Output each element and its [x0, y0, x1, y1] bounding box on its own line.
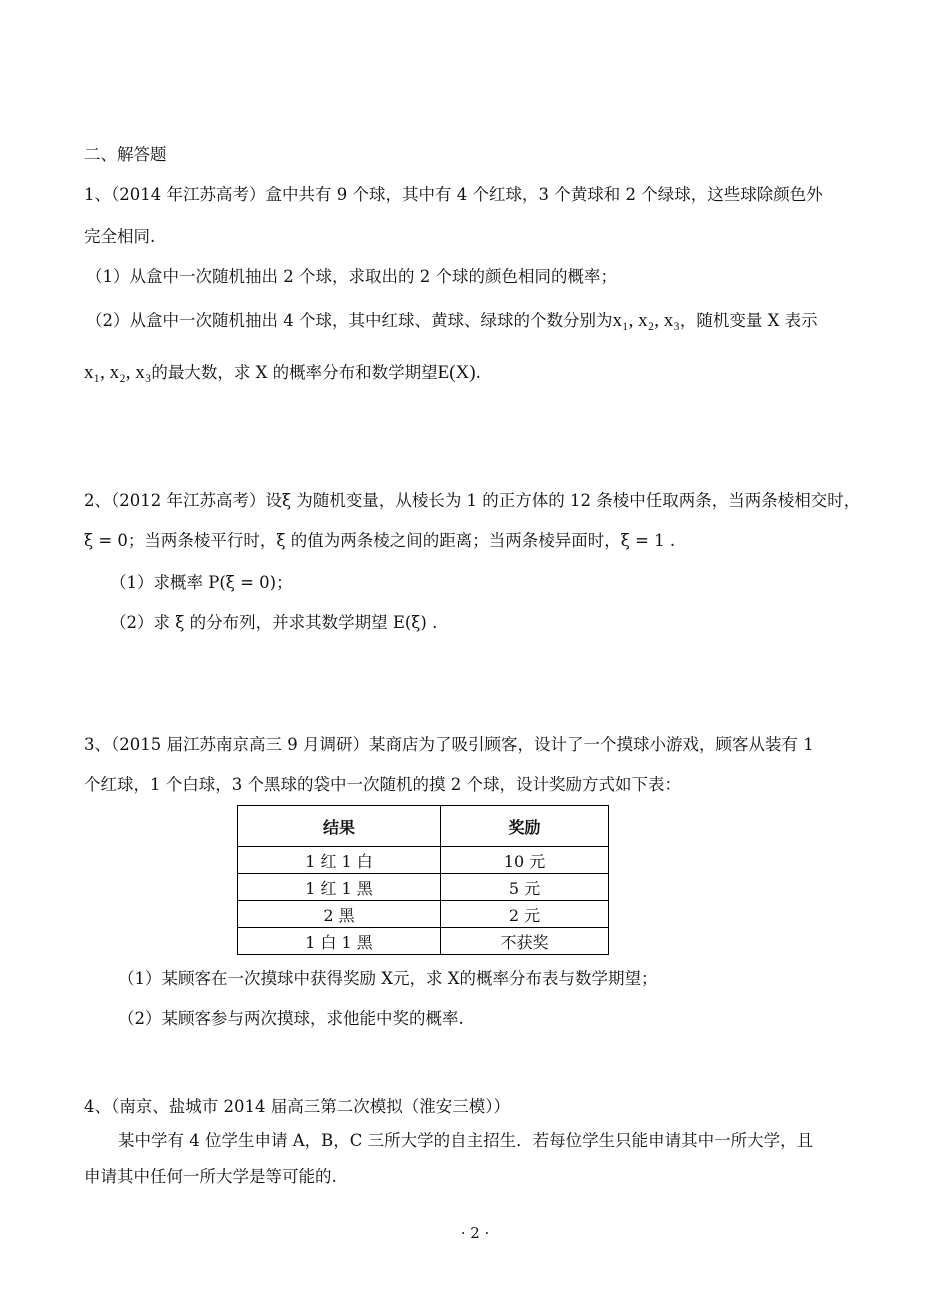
q1-part2-vars: x₁, x₂, x₃ [612, 310, 680, 331]
q1-part2-cont-vars: x₁, x₂, x₃ [84, 362, 152, 383]
table-cell-result: 1 白 1 黑 [238, 928, 441, 955]
reward-table [237, 805, 609, 955]
table-row [238, 874, 609, 901]
table-cell-reward: 不获奖 [441, 928, 609, 955]
q1-part1: （1）从盒中一次随机抽出 2 个球，求取出的 2 个球的颜色相同的概率； [86, 267, 617, 286]
q2-part1: （1）求概率 P(ξ = 0)； [110, 573, 293, 592]
table-header-result: 结果 [238, 806, 441, 847]
q1-part2-text-b: ，随机变量 X 表示 [679, 311, 818, 330]
page-number: · 2 · [460, 1224, 490, 1242]
table-cell-result: 1 红 1 白 [238, 847, 441, 874]
q2-part2: （2）求 ξ 的分布列，并求其数学期望 E(ξ) . [110, 613, 438, 632]
table-header-reward: 奖励 [441, 806, 609, 847]
table-header-row [238, 806, 609, 847]
table-row [238, 901, 609, 928]
q1-part2-text-a: （2）从盒中一次随机抽出 4 个球，其中红球、黄球、绿球的个数分别为 [86, 311, 613, 330]
table-row [238, 847, 609, 874]
section-title: 二、解答题 [84, 145, 167, 164]
table-row [238, 928, 609, 955]
q4-line2: 某中学有 4 位学生申请 A，B，C 三所大学的自主招生．若每位学生只能申请其中一所大学，且 [118, 1131, 814, 1150]
q1-period: . [475, 363, 481, 382]
q3-part1: （1）某顾客在一次摸球中获得奖励 X元，求 X的概率分布表与数学期望； [118, 969, 658, 988]
q3-line1: 3、（2015 届江苏南京高三 9 月调研）某商店为了吸引顾客，设计了一个摸球小游戏，顾客从装有 1 [84, 735, 814, 754]
table-cell-reward: 2 元 [441, 901, 609, 928]
q1-expectation: E(X) [437, 362, 476, 383]
q4-line1: 4、（南京、盐城市 2014 届高三第二次模拟（淮安三模）） [84, 1097, 510, 1116]
q2-line2: ξ = 0；当两条棱平行时，ξ 的值为两条棱之间的距离；当两条棱异面时，ξ = 1 . [84, 531, 676, 550]
q1-line1: 1、（2014 年江苏高考）盒中共有 9 个球，其中有 4 个红球，3 个黄球和 2 个绿球，这些球除颜色外 [84, 185, 823, 204]
q1-part2 [86, 310, 818, 332]
q1-line2: 完全相同. [84, 227, 156, 246]
table-cell-reward: 10 元 [441, 847, 609, 874]
q1-part2-cont [84, 362, 481, 384]
table-cell-result: 1 红 1 黑 [238, 874, 441, 901]
table-cell-result: 2 黑 [238, 901, 441, 928]
q3-part2: （2）某顾客参与两次摸球，求他能中奖的概率. [118, 1009, 464, 1028]
q1-part2-cont-text: 的最大数，求 X 的概率分布和数学期望 [151, 363, 438, 382]
q4-line3: 申请其中任何一所大学是等可能的. [84, 1167, 337, 1186]
q3-line2: 个红球，1 个白球，3 个黑球的袋中一次随机的摸 2 个球，设计奖励方式如下表： [84, 775, 681, 794]
table-cell-reward: 5 元 [441, 874, 609, 901]
q2-line1: 2、（2012 年江苏高考）设ξ 为随机变量，从棱长为 1 的正方体的 12 条棱中任取两条，当两条棱相交时， [84, 491, 861, 510]
